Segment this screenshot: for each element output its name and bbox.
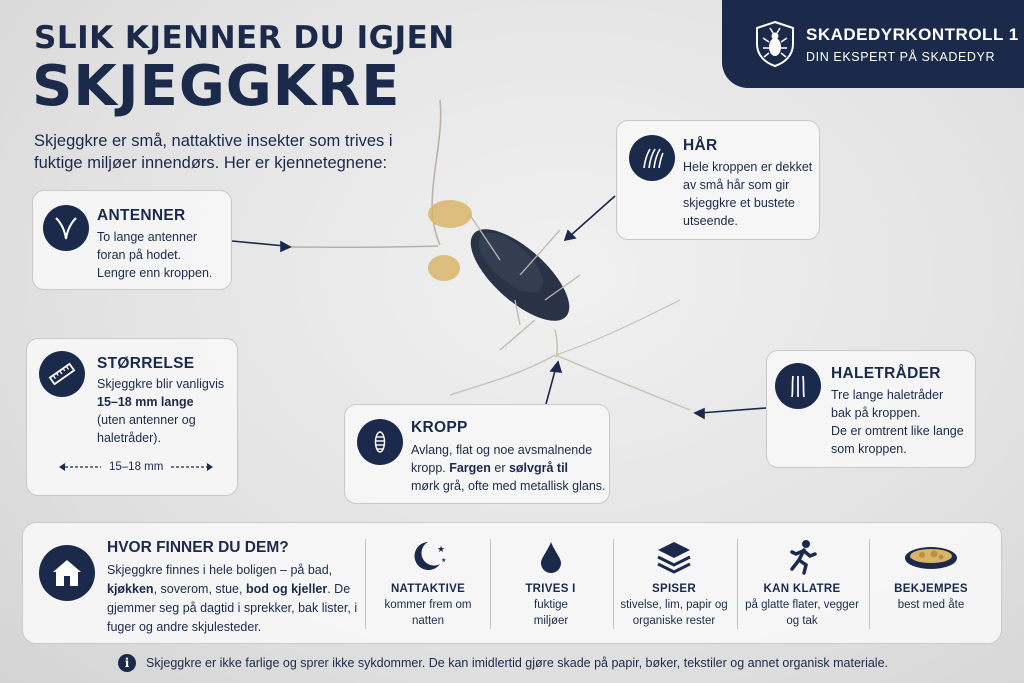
card-haletrader-line: bak på kroppen.	[831, 406, 921, 420]
card-storrelse-bold: 15–18 mm lange	[97, 395, 194, 409]
card-haletrader-line: som kroppen.	[831, 442, 907, 456]
bait-icon	[871, 537, 991, 577]
feature-title: BEKJEMPES	[894, 583, 968, 595]
shield-bug-icon	[754, 20, 796, 68]
card-har	[616, 120, 820, 240]
text-segment-bold: kjøkken	[107, 582, 154, 596]
card-haletrader	[766, 350, 976, 468]
divider	[737, 539, 738, 629]
feature-title: KAN KLATRE	[763, 583, 841, 595]
runner-icon	[739, 537, 865, 577]
text-segment: . De gjemmer seg på dagtid i sprekker, bak lister, i fuger og andre skjulesteder.	[107, 582, 358, 634]
card-har-line: skjeggkre et bustete	[683, 196, 795, 210]
card-storrelse-title: STØRRELSE	[97, 355, 195, 372]
feature-text: best med åte	[897, 599, 965, 611]
card-har-title: HÅR	[683, 137, 718, 154]
text-segment: er	[490, 461, 509, 475]
card-har-line: Hele kroppen er dekket	[683, 160, 813, 174]
brand-name: SKADEDYRKONTROLL 1	[806, 24, 1019, 44]
hair-icon	[629, 135, 675, 181]
text-segment: kropp.	[411, 461, 450, 475]
intro-text: Skjeggkre er små, nattaktive insekter som trives i fuktige miljøer innendørs. Her er kjennetegnene:	[34, 132, 393, 172]
layers-icon	[615, 537, 733, 577]
moon-icon	[367, 537, 489, 577]
feature-text: kommer frem om natten	[384, 599, 472, 627]
feature-bekjempes	[871, 537, 991, 613]
tail-icon	[775, 363, 821, 409]
card-kropp-line: Avlang, flat og noe avsmalnende	[411, 443, 593, 457]
card-har-text	[683, 158, 812, 230]
text-segment-bold: sølvgrå til	[508, 461, 569, 475]
feature-text: stivelse, lim, papir og organiske rester	[620, 599, 728, 627]
card-kropp-line	[411, 459, 607, 477]
card-haletrader-line: Tre lange haletråder	[831, 388, 944, 402]
text-segment: Skjeggkre finnes i hele boligen – på bad,	[107, 563, 333, 577]
card-kropp-text	[411, 441, 607, 495]
card-antenner-line: To lange antenner	[97, 230, 198, 244]
size-measure	[59, 461, 213, 473]
brand-tagline: DIN EKSPERT PÅ SKADEDYR	[806, 49, 996, 64]
title-line-2: SKJEGGKRE	[32, 54, 401, 119]
where-panel	[22, 522, 1002, 644]
brand-box[interactable]	[722, 0, 1024, 88]
ruler-icon	[39, 351, 85, 397]
antenna-icon	[43, 205, 89, 251]
feature-klatre	[739, 537, 865, 629]
svg-text:★: ★	[437, 544, 446, 554]
feature-trives	[493, 537, 608, 629]
svg-text:★: ★	[441, 558, 447, 564]
arrow-left-icon	[59, 463, 103, 471]
divider	[365, 539, 366, 629]
divider	[869, 539, 870, 629]
feature-title: TRIVES I	[525, 583, 576, 595]
card-antenner	[32, 190, 232, 290]
feature-text: på glatte flater, vegger og tak	[745, 599, 859, 627]
card-haletrader-text	[831, 386, 964, 458]
size-measure-label: 15–18 mm	[109, 461, 164, 473]
feature-spiser	[615, 537, 733, 629]
card-kropp-title: KROPP	[411, 419, 468, 436]
water-drop-icon	[493, 537, 608, 577]
card-haletrader-line: De er omtrent like lange	[831, 424, 964, 438]
where-title: HVOR FINNER DU DEM?	[107, 539, 289, 556]
body-icon	[357, 419, 403, 465]
text-segment: , soverom, stue,	[153, 582, 246, 596]
card-storrelse	[26, 338, 238, 496]
divider	[490, 539, 491, 629]
card-har-line: utseende.	[683, 214, 738, 228]
feature-title: SPISER	[652, 583, 696, 595]
info-icon: i	[118, 654, 136, 672]
card-haletrader-title: HALETRÅDER	[831, 365, 941, 382]
text-segment-bold: bod og kjeller	[245, 582, 328, 596]
divider	[613, 539, 614, 629]
card-antenner-text	[97, 228, 212, 282]
title-line-1: SLIK KJENNER DU IGJEN	[34, 20, 455, 56]
card-storrelse-line: (uten antenner og	[97, 413, 196, 427]
where-text	[107, 561, 367, 637]
feature-text: fuktige miljøer	[533, 599, 569, 627]
card-antenner-title: ANTENNER	[97, 207, 186, 224]
footnote-text: Skjeggkre er ikke farlige og sprer ikke sykdommer. De kan imidlertid gjøre skade på papir, bøker, tekstiler og annet organisk materiale.	[146, 656, 888, 670]
card-storrelse-line: haletråder).	[97, 431, 161, 445]
card-antenner-line: Lengre enn kroppen.	[97, 266, 213, 280]
feature-nattaktive	[367, 537, 489, 629]
card-kropp	[344, 404, 610, 504]
text-segment-bold: Fargen	[449, 461, 491, 475]
card-storrelse-text	[97, 375, 235, 447]
home-icon	[39, 545, 95, 601]
card-storrelse-line: Skjeggkre blir vanligvis	[97, 377, 225, 391]
card-antenner-line: foran på hodet.	[97, 248, 182, 262]
card-har-line: av små hår som gir	[683, 178, 790, 192]
footnote	[118, 654, 888, 672]
card-kropp-line: mørk grå, ofte med metallisk glans.	[411, 479, 606, 493]
arrow-right-icon	[169, 463, 213, 471]
feature-title: NATTAKTIVE	[390, 583, 466, 595]
